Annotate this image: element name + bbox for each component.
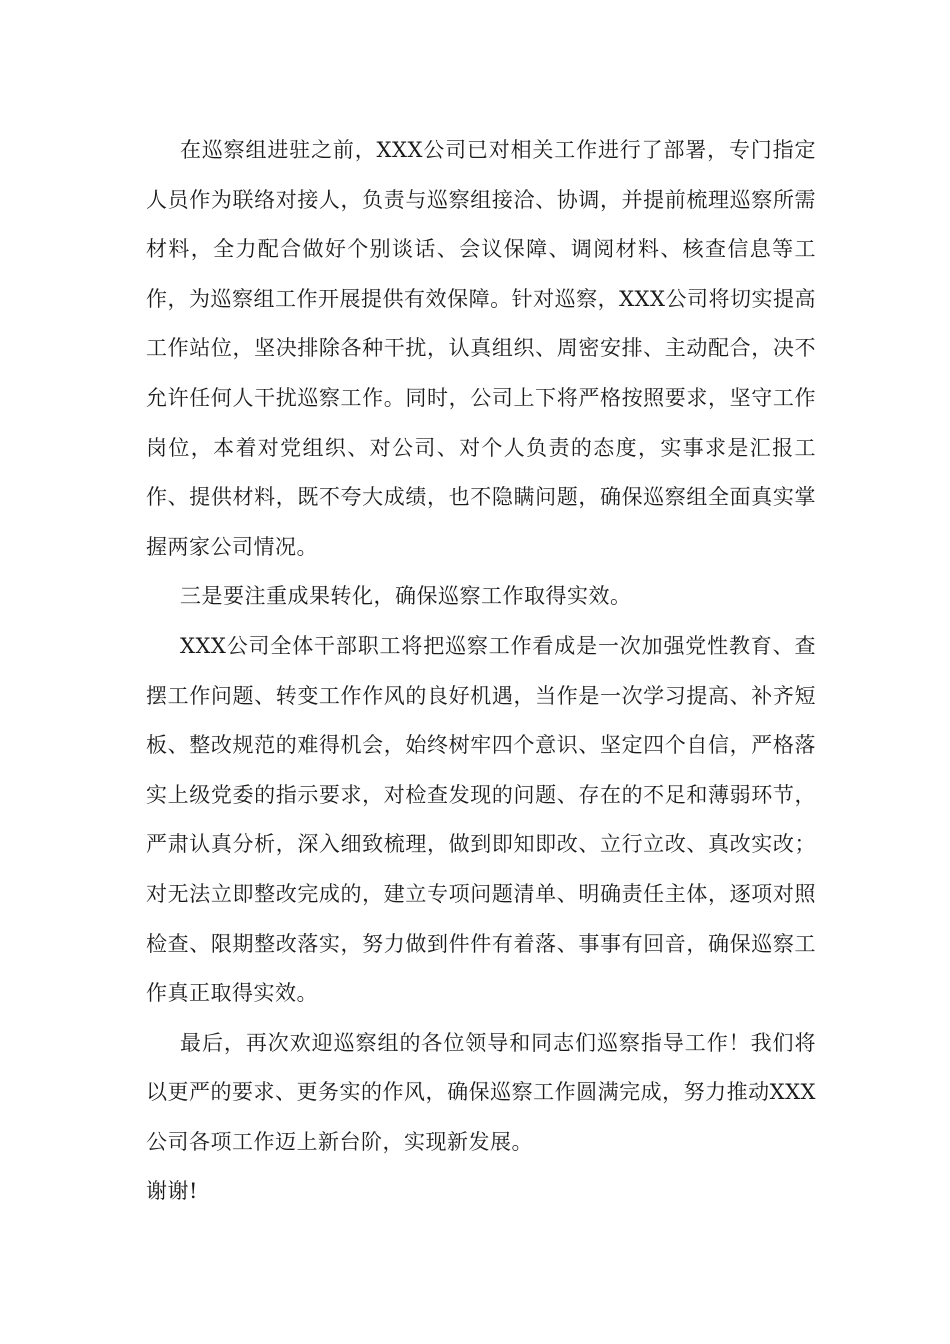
paragraph-preparation: 在巡察组进驻之前，XXX公司已对相关工作进行了部署，专门指定人员作为联络对接人，负责与巡察组接洽、协调，并提前梳理巡察所需材料，全力配合做好个别谈话、会议保障、调阅材料、核查信息等工作，为巡察组工作开展提供有效保障。针对巡察，XXX公司将切实提高工作站位，坚决排除各种干扰，认真组织、周密安排、主动配合，决不允许任何人干扰巡察工作。同时，公司上下将严格按照要求，坚守工作岗位，本着对党组织、对公司、对个人负责的态度，实事求是汇报工作、提供材料，既不夸大成绩，也不隐瞒问题，确保巡察组全面真实掌握两家公司情况。 [146,138,816,559]
paragraph-closing-remarks: 最后，再次欢迎巡察组的各位领导和同志们巡察指导工作！我们将以更严的要求、更务实的作风，确保巡察工作圆满完成，努力推动XXX公司各项工作迈上新台阶，实现新发展。 [146,1030,816,1154]
paragraph-section-heading: 三是要注重成果转化，确保巡察工作取得实效。 [180,584,632,609]
closing-thanks: 谢谢! [146,1179,198,1204]
paragraph-results: XXX公司全体干部职工将把巡察工作看成是一次加强党性教育、查摆工作问题、转变工作作风的良好机遇，当作是一次学习提高、补齐短板、整改规范的难得机会，始终树牢四个意识、坚定四个自信，严格落实上级党委的指示要求，对检查发现的问题、存在的不足和薄弱环节，严肃认真分析，深入细致梳理，做到即知即改、立行立改、真改实改；对无法立即整改完成的，建立专项问题清单、明确责任主体，逐项对照检查、限期整改落实，努力做到件件有着落、事事有回音，确保巡察工作真正取得实效。 [146,633,816,1006]
document-body [146,126,816,1217]
